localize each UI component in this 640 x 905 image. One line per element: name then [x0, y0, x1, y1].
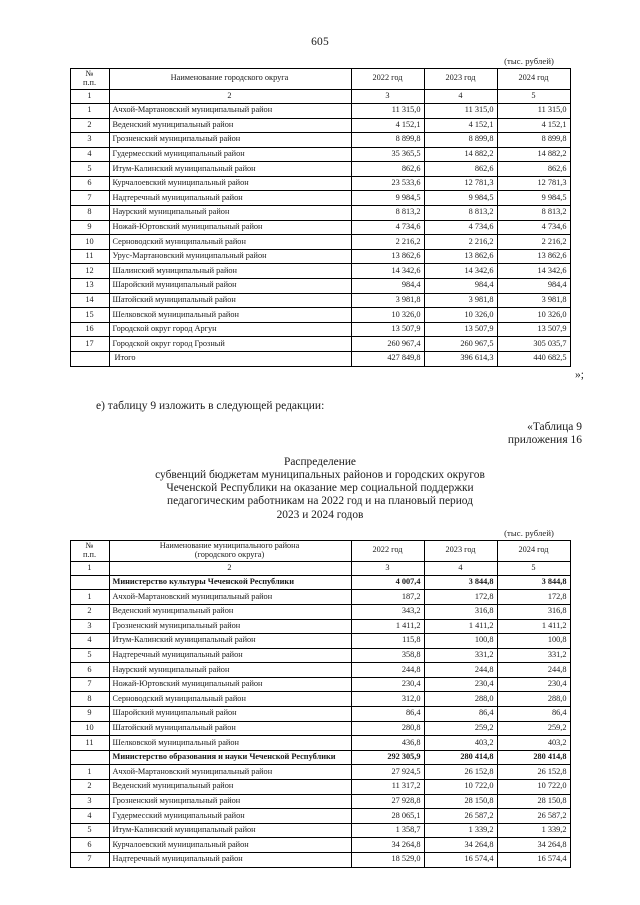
- table1-total-cell-value-2023: 396 614,3: [424, 352, 497, 367]
- table1-cell-value-2024: 8 813,2: [497, 206, 570, 221]
- table2-cell-value-2023: 86,4: [424, 707, 497, 722]
- table2-cell-value-2023: 244,8: [424, 663, 497, 678]
- table2-cell-index: 4: [70, 634, 109, 649]
- table1-container: [0, 68, 640, 367]
- table-row: [70, 206, 570, 221]
- table2-cell-value-2024: 316,8: [497, 604, 570, 619]
- table2-colidx-3: 3: [351, 561, 424, 575]
- table2-cell-value-2024: 10 722,0: [497, 780, 570, 795]
- table-row: [70, 322, 570, 337]
- table2-cell-index: 7: [70, 677, 109, 692]
- table2-cell-value-2022: 436,8: [351, 736, 424, 751]
- document-title: [0, 456, 640, 522]
- table2-column-index-row: [70, 561, 570, 575]
- table1-cell-value-2022: 2 216,2: [351, 235, 424, 250]
- table1-cell-value-2024: 14 342,6: [497, 264, 570, 279]
- table2-ministry-cell-value-2024: 3 844,8: [497, 575, 570, 590]
- table2-cell-value-2023: 172,8: [424, 590, 497, 605]
- table2-cell-value-2022: 27 924,5: [351, 765, 424, 780]
- table1-header-name: Наименование городского округа: [109, 69, 351, 90]
- table1-cell-value-2022: 4 734,6: [351, 220, 424, 235]
- table1-cell-name: Шалинский муниципальный район: [109, 264, 351, 279]
- table-row: [70, 736, 570, 751]
- clause-paragraph: е) таблицу 9 изложить в следующей редакции:: [96, 399, 325, 412]
- table1-cell-index: 7: [70, 191, 109, 206]
- table2-cell-value-2024: 403,2: [497, 736, 570, 751]
- table2-cell-value-2022: 280,8: [351, 721, 424, 736]
- table2-cell-value-2022: 115,8: [351, 634, 424, 649]
- table1-colidx-3: 3: [351, 89, 424, 103]
- table2-container: [0, 540, 640, 868]
- table1-cell-value-2023: 984,4: [424, 279, 497, 294]
- table2-cell-index: 8: [70, 692, 109, 707]
- table2-cell-name: Ачхой-Мартановский муниципальный район: [109, 765, 351, 780]
- table1-units-label: (тыс. рублей): [504, 56, 554, 66]
- table1-colidx-5: 5: [497, 89, 570, 103]
- table-row: [70, 162, 570, 177]
- table2-cell-value-2024: 288,0: [497, 692, 570, 707]
- table1-cell-value-2022: 10 326,0: [351, 308, 424, 323]
- table2-cell-value-2024: 259,2: [497, 721, 570, 736]
- table1-cell-index: 17: [70, 337, 109, 352]
- table-row: [70, 721, 570, 736]
- table1-cell-value-2023: 4 152,1: [424, 118, 497, 133]
- table1-cell-name: Серноводский муниципальный район: [109, 235, 351, 250]
- table1-cell-value-2023: 4 734,6: [424, 220, 497, 235]
- table2-cell-name: Веденский муниципальный район: [109, 780, 351, 795]
- table2-ministry-cell-value-2022: 4 007,4: [351, 575, 424, 590]
- table1-header-2024: 2024 год: [497, 69, 570, 90]
- table1-cell-index: 12: [70, 264, 109, 279]
- table2-cell-value-2023: 34 264,8: [424, 838, 497, 853]
- table2-header-name-line1: Наименование муниципального района: [159, 540, 300, 550]
- table1-header-row: [70, 69, 570, 90]
- table1-cell-name: Ножай-Юртовский муниципальный район: [109, 220, 351, 235]
- table-row: [70, 337, 570, 352]
- table1: [70, 68, 571, 367]
- table1-cell-value-2022: 8 899,8: [351, 133, 424, 148]
- table1-cell-value-2024: 8 899,8: [497, 133, 570, 148]
- table1-cell-value-2022: 984,4: [351, 279, 424, 294]
- table1-cell-value-2023: 12 781,3: [424, 176, 497, 191]
- table2-cell-value-2023: 331,2: [424, 648, 497, 663]
- table1-cell-value-2024: 862,6: [497, 162, 570, 177]
- table1-cell-value-2023: 8 813,2: [424, 206, 497, 221]
- table1-head: [70, 69, 570, 104]
- table1-cell-value-2024: 3 981,8: [497, 293, 570, 308]
- table2-ministry-cell-value-2023: 3 844,8: [424, 575, 497, 590]
- title-line-1: Распределение: [284, 455, 356, 468]
- table2-ministry-cell-name: Министерство образования и науки Чеченской Республики: [109, 750, 351, 765]
- table2-cell-index: 1: [70, 590, 109, 605]
- table2-cell-name: Грозненский муниципальный район: [109, 619, 351, 634]
- table2-colidx-4: 4: [424, 561, 497, 575]
- table2-cell-value-2022: 244,8: [351, 663, 424, 678]
- table2-header-name-line2: (городского округа): [194, 549, 265, 559]
- table2-units-label: (тыс. рублей): [504, 527, 554, 538]
- table2-cell-value-2023: 10 722,0: [424, 780, 497, 795]
- table2-header-2024: 2024 год: [497, 540, 570, 561]
- table2-cell-name: Шаройский муниципальный район: [109, 707, 351, 722]
- table1-colidx-2: 2: [109, 89, 351, 103]
- table1-cell-index: 13: [70, 279, 109, 294]
- table1-total-cell-name: Итого: [109, 352, 351, 367]
- table1-cell-value-2022: 13 507,9: [351, 322, 424, 337]
- table1-cell-name: Урус-Мартановский муниципальный район: [109, 249, 351, 264]
- table2-ministry-cell-index: [70, 750, 109, 765]
- table-row: [70, 823, 570, 838]
- table1-cell-value-2023: 2 216,2: [424, 235, 497, 250]
- table1-colidx-1: 1: [70, 89, 109, 103]
- table2-body: [70, 575, 570, 867]
- table1-header-2023: 2023 год: [424, 69, 497, 90]
- table1-cell-name: Грозненский муниципальный район: [109, 133, 351, 148]
- table1-total-cell-index: [70, 352, 109, 367]
- table2-header-name: [109, 540, 351, 561]
- table-row: [70, 765, 570, 780]
- table2-cell-value-2023: 316,8: [424, 604, 497, 619]
- title-line-4: педагогическим работникам на 2022 год и на плановый период: [167, 495, 473, 508]
- table-row: [70, 293, 570, 308]
- table2-cell-index: 6: [70, 663, 109, 678]
- table1-cell-name: Шелковской муниципальный район: [109, 308, 351, 323]
- table2-cell-name: Гудермесский муниципальный район: [109, 809, 351, 824]
- table-row: [70, 133, 570, 148]
- table2-cell-value-2024: 16 574,4: [497, 853, 570, 868]
- table2-cell-value-2024: 1 411,2: [497, 619, 570, 634]
- table2-cell-index: 5: [70, 648, 109, 663]
- table2-cell-name: Надтеречный муниципальный район: [109, 648, 351, 663]
- table1-cell-name: Надтеречный муниципальный район: [109, 191, 351, 206]
- table-row: [70, 590, 570, 605]
- table1-cell-index: 2: [70, 118, 109, 133]
- table1-cell-value-2024: 13 507,9: [497, 322, 570, 337]
- table2-cell-name: Ножай-Юртовский муниципальный район: [109, 677, 351, 692]
- table1-cell-index: 4: [70, 147, 109, 162]
- table2-cell-index: 2: [70, 780, 109, 795]
- table2-cell-value-2023: 403,2: [424, 736, 497, 751]
- table-row: [70, 780, 570, 795]
- table1-header-num-line2: п.п.: [82, 77, 97, 87]
- table1-cell-name: Шаройский муниципальный район: [109, 279, 351, 294]
- table-row: [70, 619, 570, 634]
- table1-cell-index: 15: [70, 308, 109, 323]
- table2-cell-value-2023: 26 587,2: [424, 809, 497, 824]
- table1-cell-value-2024: 13 862,6: [497, 249, 570, 264]
- table1-cell-name: Курчалоевский муниципальный район: [109, 176, 351, 191]
- table2-cell-value-2022: 1 358,7: [351, 823, 424, 838]
- table1-cell-value-2022: 11 315,0: [351, 103, 424, 118]
- table1-cell-index: 14: [70, 293, 109, 308]
- table1-cell-value-2022: 4 152,1: [351, 118, 424, 133]
- table-row: [70, 677, 570, 692]
- table2-cell-name: Веденский муниципальный район: [109, 604, 351, 619]
- table-row: [70, 663, 570, 678]
- table-row: [70, 809, 570, 824]
- table2-cell-index: 9: [70, 707, 109, 722]
- table-row: [70, 264, 570, 279]
- table1-cell-value-2023: 10 326,0: [424, 308, 497, 323]
- table2-cell-value-2022: 18 529,0: [351, 853, 424, 868]
- table2-colidx-2: 2: [109, 561, 351, 575]
- table1-cell-name: Городской округ город Аргун: [109, 322, 351, 337]
- table2-cell-value-2022: 343,2: [351, 604, 424, 619]
- table1-cell-value-2024: 10 326,0: [497, 308, 570, 323]
- table2-cell-value-2024: 100,8: [497, 634, 570, 649]
- table-row: [70, 707, 570, 722]
- table2-cell-value-2022: 11 317,2: [351, 780, 424, 795]
- table1-cell-index: 9: [70, 220, 109, 235]
- table-row: [70, 604, 570, 619]
- table1-colidx-4: 4: [424, 89, 497, 103]
- table1-column-index-row: [70, 89, 570, 103]
- table-row: [70, 308, 570, 323]
- table2-cell-value-2024: 244,8: [497, 663, 570, 678]
- table-row: [70, 220, 570, 235]
- table2-head: [70, 540, 570, 575]
- table1-cell-value-2024: 14 882,2: [497, 147, 570, 162]
- table-row: [70, 575, 570, 590]
- table1-cell-index: 11: [70, 249, 109, 264]
- table1-header-num-line1: №: [85, 69, 94, 78]
- table2-cell-value-2022: 34 264,8: [351, 838, 424, 853]
- table-row: [70, 648, 570, 663]
- table2-cell-index: 1: [70, 765, 109, 780]
- table2-cell-value-2022: 312,0: [351, 692, 424, 707]
- table2-cell-value-2024: 26 587,2: [497, 809, 570, 824]
- table2-cell-name: Серноводский муниципальный район: [109, 692, 351, 707]
- table1-cell-value-2024: 4 734,6: [497, 220, 570, 235]
- table1-cell-value-2023: 862,6: [424, 162, 497, 177]
- table1-cell-value-2022: 260 967,4: [351, 337, 424, 352]
- table1-cell-name: Ачхой-Мартановский муниципальный район: [109, 103, 351, 118]
- table-row: [70, 853, 570, 868]
- table2-cell-value-2024: 1 339,2: [497, 823, 570, 838]
- table1-cell-value-2022: 14 342,6: [351, 264, 424, 279]
- table2-cell-name: Ачхой-Мартановский муниципальный район: [109, 590, 351, 605]
- table2-cell-value-2024: 172,8: [497, 590, 570, 605]
- table2-cell-value-2022: 358,8: [351, 648, 424, 663]
- table1-cell-name: Итум-Калинский муниципальный район: [109, 162, 351, 177]
- table2-cell-index: 11: [70, 736, 109, 751]
- closing-quote-mark: »;: [575, 368, 584, 381]
- table2-header-2023: 2023 год: [424, 540, 497, 561]
- table2-cell-name: Шатойский муниципальный район: [109, 721, 351, 736]
- table2-cell-value-2023: 288,0: [424, 692, 497, 707]
- table2-cell-value-2022: 28 065,1: [351, 809, 424, 824]
- table2-cell-value-2023: 16 574,4: [424, 853, 497, 868]
- table1-cell-index: 3: [70, 133, 109, 148]
- table1-cell-value-2022: 23 533,6: [351, 176, 424, 191]
- table2-header-num-line1: №: [85, 540, 94, 550]
- table2-cell-name: Курчалоевский муниципальный район: [109, 838, 351, 853]
- table2-cell-value-2022: 230,4: [351, 677, 424, 692]
- table1-cell-value-2024: 984,4: [497, 279, 570, 294]
- table-reference-line1: «Таблица 9: [527, 420, 582, 433]
- table-row: [70, 103, 570, 118]
- table1-cell-value-2022: 9 984,5: [351, 191, 424, 206]
- table2-cell-value-2024: 331,2: [497, 648, 570, 663]
- table2-cell-name: Итум-Калинский муниципальный район: [109, 634, 351, 649]
- table2-cell-value-2023: 259,2: [424, 721, 497, 736]
- table2-header-num-line2: п.п.: [82, 549, 97, 559]
- table1-cell-index: 8: [70, 206, 109, 221]
- table1-cell-value-2023: 11 315,0: [424, 103, 497, 118]
- table-row: [70, 176, 570, 191]
- table2-cell-name: Грозненский муниципальный район: [109, 794, 351, 809]
- table2-ministry-cell-value-2022: 292 305,9: [351, 750, 424, 765]
- table-row: [70, 191, 570, 206]
- table2-cell-index: 6: [70, 838, 109, 853]
- table2-cell-value-2024: 34 264,8: [497, 838, 570, 853]
- table1-cell-value-2024: 11 315,0: [497, 103, 570, 118]
- table2-cell-value-2022: 27 928,8: [351, 794, 424, 809]
- table-row: [70, 147, 570, 162]
- table1-cell-name: Городской округ город Грозный: [109, 337, 351, 352]
- table2-cell-name: Надтеречный муниципальный район: [109, 853, 351, 868]
- table1-total-cell-value-2024: 440 682,5: [497, 352, 570, 367]
- table2-cell-value-2023: 1 411,2: [424, 619, 497, 634]
- table1-cell-index: 6: [70, 176, 109, 191]
- table1-total-cell-value-2022: 427 849,8: [351, 352, 424, 367]
- table1-cell-value-2023: 260 967,5: [424, 337, 497, 352]
- table1-cell-value-2022: 13 862,6: [351, 249, 424, 264]
- table2-header-2022: 2022 год: [351, 540, 424, 561]
- table2-cell-name: Итум-Калинский муниципальный район: [109, 823, 351, 838]
- table1-cell-index: 16: [70, 322, 109, 337]
- table2-colidx-5: 5: [497, 561, 570, 575]
- table1-header-2022: 2022 год: [351, 69, 424, 90]
- table-row: [70, 235, 570, 250]
- table2-cell-value-2022: 1 411,2: [351, 619, 424, 634]
- table2-cell-index: 5: [70, 823, 109, 838]
- table2-ministry-cell-value-2024: 280 414,8: [497, 750, 570, 765]
- table2-cell-name: Наурский муниципальный район: [109, 663, 351, 678]
- table-row: [70, 692, 570, 707]
- table2-colidx-1: 1: [70, 561, 109, 575]
- table2-cell-index: 10: [70, 721, 109, 736]
- table-reference-line2: приложения 16: [507, 434, 582, 447]
- table2-cell-value-2022: 86,4: [351, 707, 424, 722]
- table2-cell-value-2024: 230,4: [497, 677, 570, 692]
- table2-cell-value-2022: 187,2: [351, 590, 424, 605]
- table1-cell-name: Шатойский муниципальный район: [109, 293, 351, 308]
- table1-cell-value-2022: 35 365,5: [351, 147, 424, 162]
- table-row: [70, 249, 570, 264]
- table1-cell-value-2023: 14 342,6: [424, 264, 497, 279]
- table1-body: [70, 103, 570, 366]
- table2-cell-value-2024: 28 150,8: [497, 794, 570, 809]
- table1-cell-value-2022: 8 813,2: [351, 206, 424, 221]
- table2-cell-index: 4: [70, 809, 109, 824]
- table2-cell-value-2023: 100,8: [424, 634, 497, 649]
- table-row: [70, 750, 570, 765]
- table1-cell-index: 10: [70, 235, 109, 250]
- table-row: [70, 279, 570, 294]
- table1-cell-index: 5: [70, 162, 109, 177]
- table1-cell-value-2024: 12 781,3: [497, 176, 570, 191]
- table1-cell-index: 1: [70, 103, 109, 118]
- table2-cell-index: 3: [70, 619, 109, 634]
- table1-cell-value-2022: 3 981,8: [351, 293, 424, 308]
- table1-cell-value-2022: 862,6: [351, 162, 424, 177]
- table-row: [70, 118, 570, 133]
- table1-cell-name: Веденский муниципальный район: [109, 118, 351, 133]
- table-row: [70, 352, 570, 367]
- page-number: 605: [311, 36, 329, 48]
- table2-ministry-cell-index: [70, 575, 109, 590]
- table2-cell-index: 7: [70, 853, 109, 868]
- table2-cell-value-2023: 1 339,2: [424, 823, 497, 838]
- table2-cell-value-2023: 26 152,8: [424, 765, 497, 780]
- title-line-5: 2023 и 2024 годов: [276, 508, 364, 521]
- table2-cell-value-2024: 26 152,8: [497, 765, 570, 780]
- table1-cell-value-2024: 9 984,5: [497, 191, 570, 206]
- table2-header-row: [70, 540, 570, 561]
- table1-cell-value-2023: 13 507,9: [424, 322, 497, 337]
- table2-cell-index: 2: [70, 604, 109, 619]
- table2-cell-value-2023: 230,4: [424, 677, 497, 692]
- table1-cell-value-2023: 9 984,5: [424, 191, 497, 206]
- table-row: [70, 838, 570, 853]
- table2-ministry-cell-value-2023: 280 414,8: [424, 750, 497, 765]
- table2-header-num: [70, 540, 109, 561]
- table2-cell-value-2024: 86,4: [497, 707, 570, 722]
- table-row: [70, 634, 570, 649]
- table2-cell-name: Шелковской муниципальный район: [109, 736, 351, 751]
- table1-cell-value-2023: 3 981,8: [424, 293, 497, 308]
- table2-cell-index: 3: [70, 794, 109, 809]
- table1-cell-value-2023: 14 882,2: [424, 147, 497, 162]
- title-line-2: субвенций бюджетам муниципальных районов и городских округов: [155, 468, 485, 481]
- table2-ministry-cell-name: Министерство культуры Чеченской Республики: [109, 575, 351, 590]
- table2: [70, 540, 571, 868]
- table1-cell-value-2024: 2 216,2: [497, 235, 570, 250]
- table1-header-num: [70, 69, 109, 90]
- table-row: [70, 794, 570, 809]
- table1-cell-value-2023: 13 862,6: [424, 249, 497, 264]
- table1-cell-value-2024: 305 035,7: [497, 337, 570, 352]
- table-reference: [0, 421, 640, 448]
- table1-cell-value-2023: 8 899,8: [424, 133, 497, 148]
- table1-cell-name: Наурский муниципальный район: [109, 206, 351, 221]
- table2-cell-value-2023: 28 150,8: [424, 794, 497, 809]
- table1-cell-name: Гудермесский муниципальный район: [109, 147, 351, 162]
- table1-cell-value-2024: 4 152,1: [497, 118, 570, 133]
- title-line-3: Чеченской Республики на оказание мер социальной поддержки: [166, 482, 474, 495]
